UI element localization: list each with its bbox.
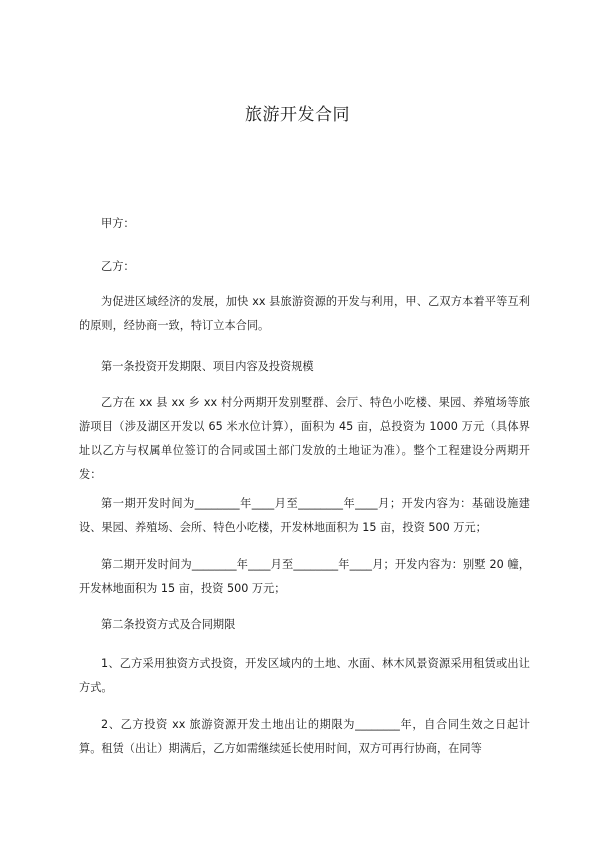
intro-paragraph: 为促进区域经济的发展，加快 xx 县旅游资源的开发与利用，甲、乙双方本着平等互利的原则，经协商一致，特订立本合同。 bbox=[79, 295, 530, 332]
phase-1-paragraph: 第一期开发时间为________年____月至________年____月；开发内容为：基础设施建设、果园、养殖场、会所、特色小吃楼，开发林地面积为 15 亩，投资 500 万元； bbox=[79, 497, 530, 534]
article-2-item-1: 1、乙方采用独资方式投资，开发区域内的土地、水面、林木风景资源采用租赁或出让方式。 bbox=[79, 657, 530, 694]
party-a-line: 甲方： bbox=[101, 217, 135, 230]
document-title: 旅游开发合同 bbox=[245, 105, 350, 125]
party-b-line: 乙方： bbox=[101, 260, 135, 273]
article-2-heading: 第二条投资方式及合同期限 bbox=[101, 618, 236, 631]
article-1-body: 乙方在 xx 县 xx 乡 xx 村分两期开发别墅群、会厅、特色小吃楼、果园、养殖场等旅游项目（涉及湖区开发以 65 米水位计算），面积为 45 亩，总投资为 1000 万元（具体界址以乙方与权属单位签订的合同或国土部门发放的土地证为准）。整个工程建设分两期开发： bbox=[79, 396, 530, 481]
phase-2-paragraph: 第二期开发时间为________年____月至________年____月；开发内容为：别墅 20 幢，开发林地面积为 15 亩，投资 500 万元； bbox=[79, 558, 530, 595]
article-1-heading: 第一条投资开发期限、项目内容及投资规模 bbox=[101, 360, 314, 373]
article-2-item-2: 2、乙方投资 xx 旅游资源开发土地出让的期限为________年，自合同生效之日起计算。租赁（出让）期满后，乙方如需继续延长使用时间，双方可再行协商，在同等 bbox=[79, 718, 530, 755]
